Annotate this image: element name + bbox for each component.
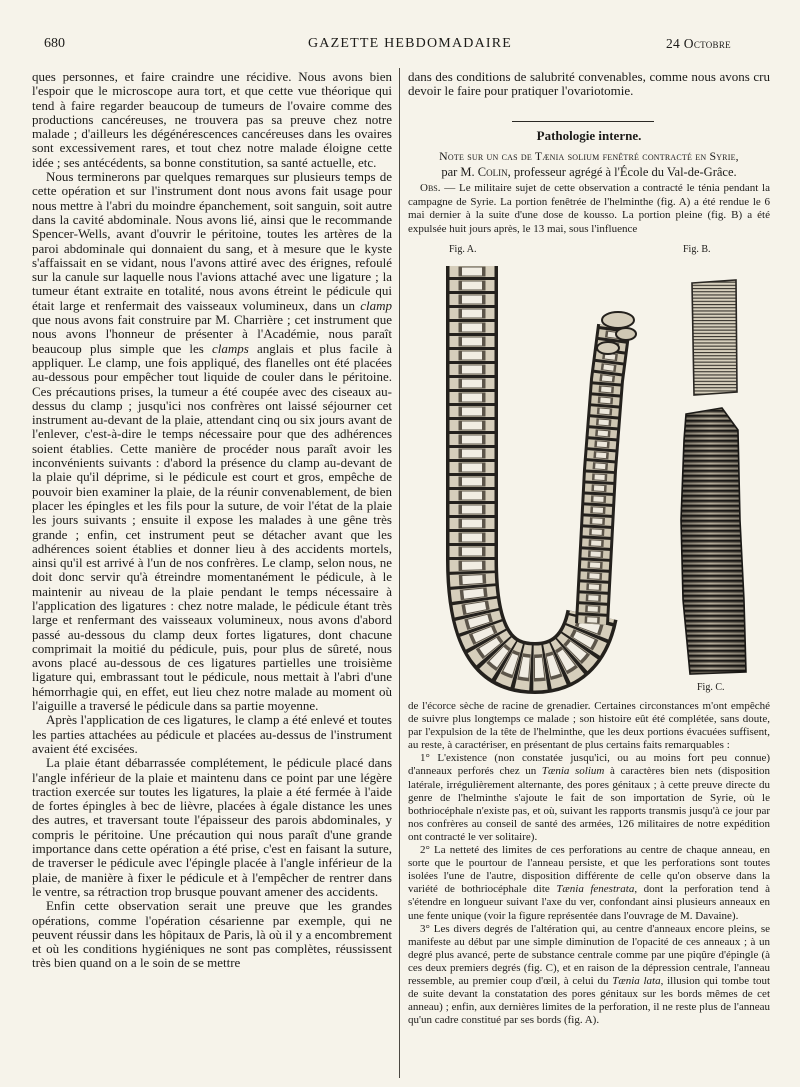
left-paragraph-3: Après l'application de ces ligatures, le clamp a été enlevé et toutes les parties attachées au pédicule et placées au-dessus de l'instrument avaient été excisées.	[32, 712, 392, 756]
page-number: 680	[44, 36, 65, 51]
left-paragraph-4: La plaie étant débarrassée complétement, le pédicule placé dans l'angle inférieur de la plaie et maintenu dans ce point par une légère traction exercée sur toutes les ligatures, la plaie a été fermée à l'aide de fortes épingles à bec de lièvre, placées à égale distance les unes des autres, et traversant toute l'épaisseur des parois abdominales, y compris le péritoine. Une précaution qui nous paraît d'une grande importance dans cette opération a été prise, c'est en faisant la suture, de traverser le pédicule avec l'épingle placée à l'angle inférieur de la plaie, de manière à fixer le pédicule et à l'empêcher de rentrer dans le ventre, sa rétraction trop brusque pouvant amener des accidents.	[32, 755, 392, 899]
figure-label-a: Fig. A.	[449, 244, 477, 255]
text-run: que nous avons fait construire par M. Charrière ; cet instrument que nous avons l'honneur de présenter à l'Académie, nous paraît beaucoup plus simple que les	[32, 312, 392, 356]
left-paragraph-2	[32, 170, 392, 713]
observation-continuation	[408, 700, 770, 1027]
text-run: 1° L'existence (non constatée jusqu'ici, ou au moins fort peu connue) d'anneaux perforés chez un	[408, 752, 770, 778]
text-run: , dont la perforation tend à s'étendre en longueur suivant l'axe du ver, confondant ainsi plusieurs anneaux en une fente unique (voir la figure représentée dans l'ouvrage de M. Davaine).	[408, 883, 770, 922]
text-run: , illusion qui tombe tout de suite devant la constatation des pores génitaux sur les bords mêmes de cet anneau) ; enfin, aux dernières limites de la perforation, il ne reste plus de l'anneau qu'un cadre constitué par ses bords (fig. A).	[408, 974, 771, 1027]
fig-c-drawing	[681, 408, 746, 674]
fig-a-end-segment	[616, 328, 636, 340]
fig-b-strip	[692, 280, 737, 395]
left-column	[32, 70, 392, 971]
text-run: Nous terminerons par quelques remarques sur plusieurs temps de cette opération et sur l'instrument dont nous avons fait usage pour nous mettre à l'abri du moindre épanchement, soit sanguin, soit autre dans la cavité abdominale. Nous avons lié, ainsi que le recommande Spencer-Wells, avant d'ouvrir le péritoine, toutes les artères de la paroi abdominale qui donnaient du sang, et à mesure que le kyste s'affaissait en se vidant, nous l'avons attiré avec des érignes, refoulé sur la canule sur laquelle nous l'avions attaché avec une ligature ; la tumeur étant extraite en totalité, nous avons étreint le pédicule qui était large et renfermait des vaisseaux volumineux, dans un	[32, 169, 392, 313]
italic-term-clamps: clamps	[212, 340, 249, 356]
italic-term-taenia-lata: Tænia lata	[612, 974, 661, 987]
remark-2	[408, 844, 770, 923]
text-run: 3° Les divers degrés de l'altération qui, au centre d'anneaux encore pleins, se manifeste au début par une simple diminution de l'opacité de ces anneaux ; à un degré plus avancé, perte de substance centrale comme par une piqûre d'épingle (à ces deux premiers degrés (fig. C), et en raison de la dépression centrale, l'anneau ressemble, au premier coup d'œil, à celui du	[408, 922, 770, 987]
issue-date: 24 Octobre	[666, 36, 731, 51]
journal-title: GAZETTE HEBDOMADAIRE	[308, 36, 513, 51]
figure-label-b: Fig. B.	[683, 244, 711, 255]
figure-label-c: Fig. C.	[697, 682, 725, 693]
observation-label: Obs.	[420, 182, 441, 194]
author-name: Colin	[477, 165, 508, 179]
byline-prefix: par M.	[441, 165, 478, 179]
text-run: à caractères bien nets (disposition latérale, irrégulièrement alternante, des pores génitaux ; à cette preuve directe du genre de l'helminthe s'ajoute le fait de son importation de Syrie, où le bothriocéphale n'existe pas, et où, suivant les rapports transmis jusqu'à ce jour par nos confrères au conseil de santé des armées, 126 militaires de notre expédition ont contracté le ver solitaire).	[408, 765, 771, 843]
left-paragraph-1: ques personnes, et faire craindre une récidive. Nous avons bien l'espoir que le microscope aura tort, et que cette vue théorique qui tend à faire regarder beaucoup de tumeurs de l'ovaire comme des productions cancéreuses, ne trouvera pas sa preuve chez notre malade ; d'ailleurs les dégénérescences cancéreuses dans les ovaires sont excessivement rares, et tout chez notre malade éloigne cette idée ; ses antécédents, sa bonne constitution, sa santé actuelle, etc.	[32, 69, 392, 170]
observation-text: — Le militaire sujet de cette observation a contracté le ténia pendant la campagne de Syrie. La portion fenêtrée de l'helminthe (fig. A) a été rendue le 6 mai dernier à la suite d'une dose de kousso. La portion pleine (fig. B) a été expulsée huit jours après, le 13 mai, sous l'influence	[408, 182, 770, 235]
fig-a-segments	[472, 266, 592, 668]
article-title: Note sur un cas de Tænia solium fenêtré contracté en Syrie,	[439, 149, 739, 163]
section-heading: Pathologie interne.	[536, 128, 642, 143]
text-run: 2° La netteté des limites de ces perforations au centre de chaque anneau, en sorte que le pourtour de l'anneau persiste, et que les perforations sont toutes isolées l'une de l'autre, disposition différente de celle qu'on observe dans la variété de bothriocéphale dite	[408, 844, 770, 896]
fig-a-drawing	[472, 266, 636, 668]
italic-term-clamp: clamp	[360, 297, 392, 313]
figure-tapeworm-illustration	[400, 238, 780, 698]
after-figure-paragraph: de l'écorce sèche de racine de grenadier. Certaines circonstances m'ont empêché de suivre plus longtemps ce malade ; son histoire eût été complétée, sans doute, par l'expulsion de la tête de l'helminthe, que les deux portions évacuées suffisent, au reste, à caractériser, en présentant de plus certains faits remarquables :	[408, 700, 770, 752]
continuation-paragraph: dans des conditions de salubrité convenables, comme nous avons cru devoir le faire pour pratiquer l'ovariotomie.	[408, 69, 770, 99]
observation-paragraph	[408, 182, 770, 236]
remark-1	[408, 752, 770, 844]
fig-a-end-segment	[597, 342, 619, 354]
italic-term-taenia-solium: Tænia solium	[541, 765, 605, 778]
author-affiliation: , professeur agrégé à l'École du Val-de-Grâce.	[507, 165, 737, 179]
fig-a-end-segment	[602, 312, 634, 328]
fig-c-shading	[681, 408, 746, 674]
text-run: anglais et plus facile à appliquer. Le clamp, une fois appliqué, des flanelles ont été placées au-dessous pour empêcher tout liquide de couler dans le péritoine. Ces précautions prises, la tumeur a été coupée avec des ciseaux au-dessus du clamp ; jusqu'ici nos confrères ont laissé séjourner cet instrument au-devant de la plaie, attendant cinq ou six jours avant de l'enlever, c'est-à-dire le temps nécessaire pour que des adhérences soient établies. Cette manière de procéder nous paraît avoir les inconvénients suivants : d'abord la présence du clamp au-devant de la plaie qu'il déprime, si le pédicule est court et gros, empêche de pouvoir bien examiner la plaie, de la réunir convenablement, de bien placer les épingles et les fils pour la suture, de voir l'état de la plaie les jours suivants ; ensuite il expose les malades à une gêne très grande ; enfin, cet instrument peut se détacher avant que les adhérences soient établies et donner lieu à des accidents mortels, ainsi qu'il est arrivé à l'un de nos confrères. Le clamp, selon nous, ne doit donc servir qu'à étreindre momentanément le pédicule, à le maintenir au niveau de la plaie pendant le temps nécessaire à l'application des ligatures : chez notre malade, le pédicule étant très large et renfermant des vaisseaux volumineux, nous avons d'abord passé au-dessous du clamp deux fortes ligatures, dont chacune comprimait la moitié du pédicule, puis, pour plus de sûreté, nous avons placé au-dessous de ces ligatures partielles une troisième ligature qui, embrassant tout le pédicule, nous mettait à l'abri d'une hémorrhagie qui, en effet, eut lieu chez notre malade au moment où l'aiguille a traversé le pédicule dans sa partie moyenne.	[32, 340, 392, 714]
left-paragraph-5: Enfin cette observation serait une preuve que les grandes opérations, comme l'opération césarienne par exemple, qui ne peuvent réussir dans les hôpitaux de Paris, là où il y a encombrement et où les conditions hygiéniques ne sont pas complètes, réussissent très bien quand on a le soin de se mettre	[32, 898, 392, 971]
article-byline	[408, 165, 770, 179]
remark-3	[408, 923, 770, 1028]
section-rule	[512, 121, 654, 122]
fig-b-drawing	[692, 280, 737, 395]
italic-term-taenia-fenestrata: Tænia fenestrata	[556, 883, 635, 896]
